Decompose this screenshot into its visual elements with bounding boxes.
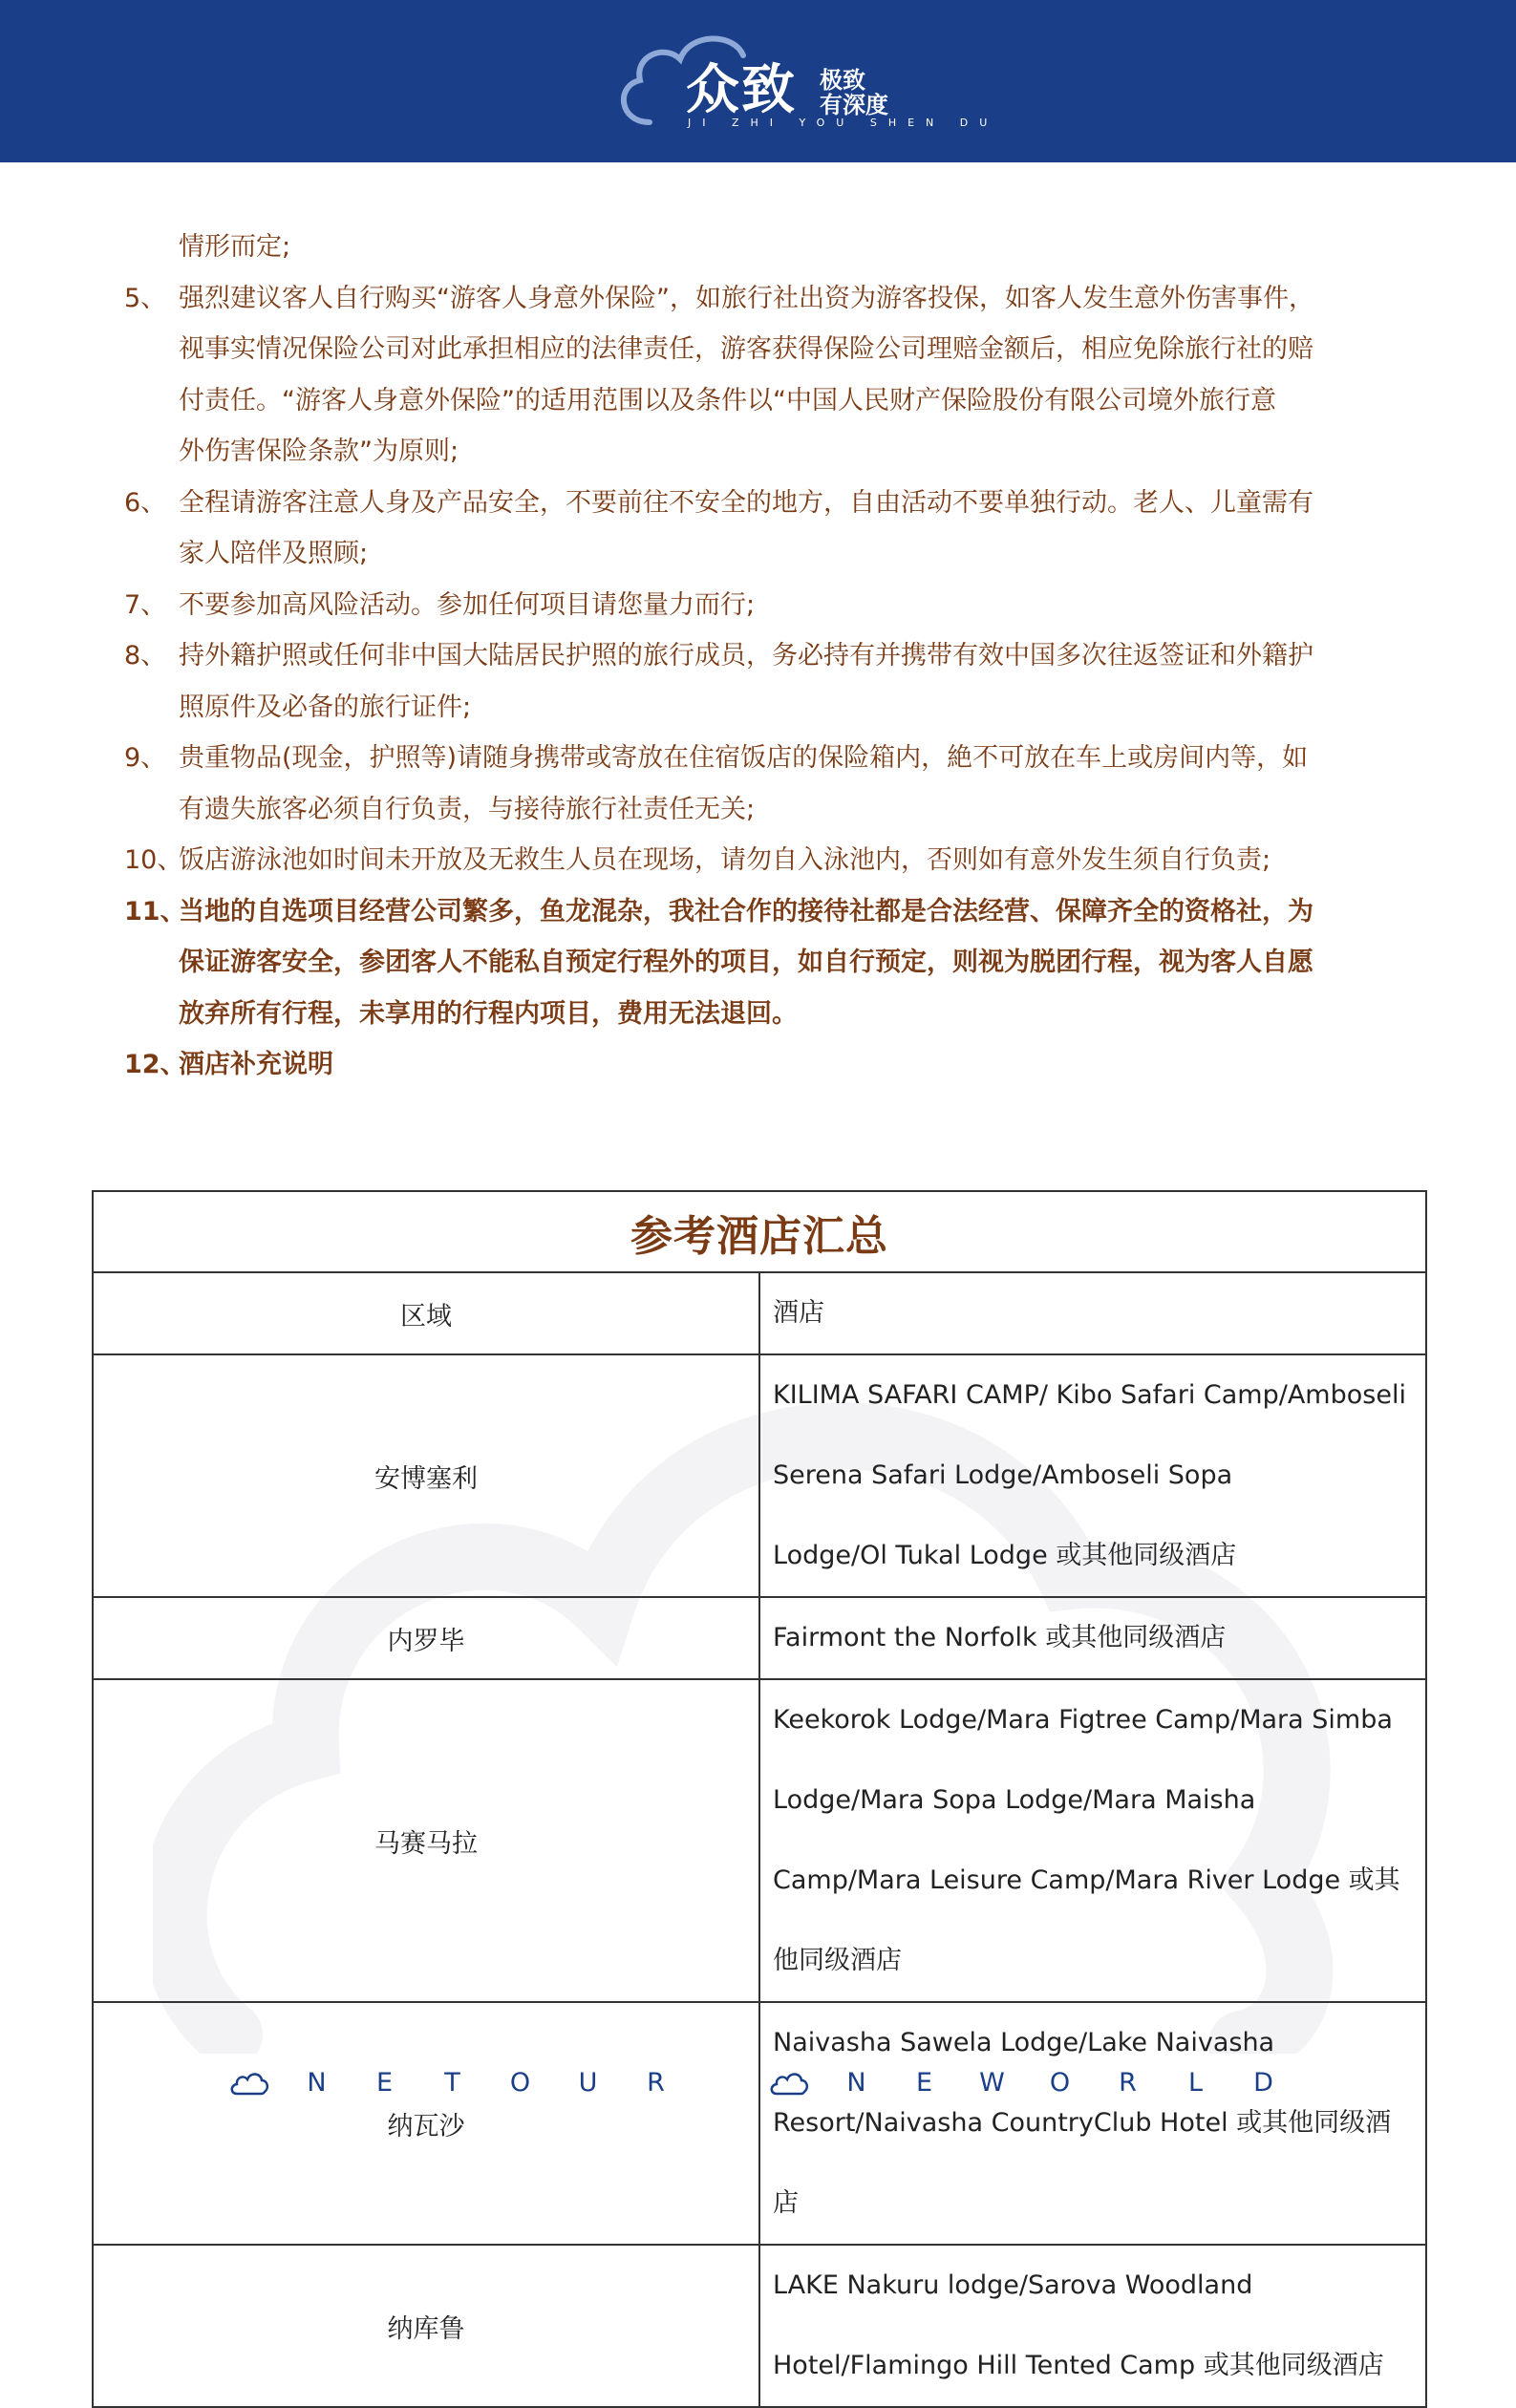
region-cell: 马赛马拉 bbox=[93, 1679, 759, 2002]
region-cell: 安博塞利 bbox=[93, 1354, 759, 1597]
hotel-line: Naivasha Sawela Lodge/Lake Naivasha Resort/Naivasha CountryClub Hotel 或其他同级酒店 bbox=[773, 2028, 1392, 2218]
note-line bbox=[124, 886, 1404, 938]
region-cell: 纳库鲁 bbox=[93, 2245, 759, 2407]
region-cell: 内罗毕 bbox=[93, 1597, 759, 1679]
hotel-summary-table bbox=[92, 1190, 1427, 2408]
brand-slogan-line2: 有深度 bbox=[820, 92, 888, 118]
note-text: 保证游客安全，参团客人不能私自预定行程外的项目，如自行预定，则视为脱团行程，视为客人自愿 bbox=[179, 948, 1313, 977]
note-text: 不要参加高风险活动。参加任何项目请您量力而行; bbox=[179, 589, 756, 620]
hotel-line: LAKE Nakuru lodge/Sarova Woodland Hotel/Flamingo Hill Tented Camp 或其他同级酒店 bbox=[773, 2270, 1384, 2380]
hotel-line: Lodge/Ol Tukal Lodge 或其他同级酒店 bbox=[773, 1541, 1237, 1570]
note-number: 8、 bbox=[124, 641, 167, 671]
footer-letter: N bbox=[307, 2068, 327, 2098]
note-text: 有遗失旅客必须自行负责，与接待旅行社责任无关; bbox=[179, 794, 756, 824]
note-line bbox=[124, 273, 1404, 325]
note-text: 当地的自选项目经营公司繁多，鱼龙混杂，我社合作的接待社都是合法经营、保障齐全的资格社，为 bbox=[179, 896, 1313, 927]
hotel-line: KILIMA SAFARI CAMP/ Kibo Safari Camp/Amboseli Serena Safari Lodge/Amboseli Sopa bbox=[773, 1380, 1406, 1490]
note-number: 5、 bbox=[124, 283, 167, 313]
note-line bbox=[124, 528, 1404, 580]
footer-letter: O bbox=[509, 2068, 531, 2098]
footer-letter: E bbox=[915, 2068, 933, 2098]
footer-letter: W bbox=[979, 2068, 1005, 2098]
region-cell: 纳瓦沙 bbox=[93, 2002, 759, 2245]
note-text: 家人陪伴及照顾; bbox=[179, 539, 369, 568]
note-text: 强烈建议客人自行购买“游客人身意外保险”，如旅行社出资为游客投保，如客人发生意外伤害事件， bbox=[179, 283, 1314, 313]
footer-letter: E bbox=[375, 2068, 394, 2098]
notes-list bbox=[124, 222, 1404, 1091]
note-text: 全程请游客注意人身及产品安全，不要前往不安全的地方，自由活动不要单独行动。老人、儿童需有 bbox=[179, 487, 1313, 518]
brand-logo bbox=[611, 27, 999, 141]
note-text: 视事实情况保险公司对此承担相应的法律责任，游客获得保险公司理赔金额后，相应免除旅行社的赔 bbox=[179, 334, 1313, 364]
note-text: 酒店补充说明 bbox=[179, 1050, 333, 1079]
note-line bbox=[124, 375, 1404, 427]
table-title: 参考酒店汇总 bbox=[93, 1191, 1426, 1272]
note-number: 12、 bbox=[124, 1050, 186, 1079]
brand-slogan-line1: 极致 bbox=[820, 67, 865, 94]
hotel-cell bbox=[759, 2002, 1426, 2245]
note-line bbox=[124, 630, 1404, 682]
hotel-line: Camp/Mara Leisure Camp/Mara River Lodge 或其他同级酒店 bbox=[773, 1865, 1400, 1975]
note-text: 外伤害保险条款”为原则; bbox=[179, 437, 459, 466]
footer-letter: R bbox=[647, 2068, 665, 2098]
note-text: 持外籍护照或任何非中国大陆居民护照的旅行成员，务必持有并携带有效中国多次往返签证和外籍护 bbox=[179, 641, 1313, 671]
footer-letter: R bbox=[1119, 2068, 1137, 2098]
note-line bbox=[124, 478, 1404, 529]
note-number: 10、 bbox=[124, 845, 183, 875]
note-line bbox=[124, 1039, 1404, 1091]
note-line bbox=[124, 682, 1404, 734]
note-line bbox=[124, 733, 1404, 784]
footer-letter: N bbox=[846, 2068, 866, 2098]
footer-neworld bbox=[769, 2068, 1297, 2098]
hotel-line: Keekorok Lodge/Mara Figtree Camp/Mara Simba Lodge/Mara Sopa Lodge/Mara Maisha bbox=[773, 1705, 1393, 1815]
hotel-cell bbox=[759, 1597, 1426, 1679]
cloud-icon bbox=[769, 2069, 809, 2098]
note-line bbox=[124, 989, 1404, 1040]
hotel-cell bbox=[759, 1354, 1426, 1597]
note-text: 照原件及必备的旅行证件; bbox=[179, 692, 472, 722]
cloud-icon bbox=[229, 2069, 269, 2098]
note-number: 6、 bbox=[124, 487, 167, 518]
hotel-cell bbox=[759, 2245, 1426, 2407]
note-line bbox=[124, 426, 1404, 478]
note-number: 7、 bbox=[124, 589, 167, 620]
note-text: 贵重物品(现金，护照等)请随身携带或寄放在住宿饭店的保险箱内，絶不可放在车上或房间内等，如 bbox=[179, 743, 1309, 773]
footer-netour bbox=[229, 2068, 690, 2098]
footer-right-letters bbox=[822, 2068, 1297, 2098]
footer-letter: T bbox=[444, 2068, 460, 2098]
note-line bbox=[124, 222, 1404, 273]
note-line bbox=[124, 324, 1404, 375]
footer-letter: L bbox=[1187, 2068, 1204, 2098]
page-header bbox=[0, 0, 1516, 162]
footer-letter: D bbox=[1253, 2068, 1273, 2098]
note-line bbox=[124, 835, 1404, 886]
footer-letter: U bbox=[578, 2068, 598, 2098]
note-number: 11、 bbox=[124, 896, 186, 927]
note-line bbox=[124, 784, 1404, 836]
brand-name: 众致 bbox=[686, 59, 797, 121]
footer-letter: O bbox=[1049, 2068, 1071, 2098]
note-number: 9、 bbox=[124, 743, 167, 773]
header-region: 区域 bbox=[93, 1272, 759, 1354]
note-text: 饭店游泳池如时间未开放及无救生人员在现场，请勿自入泳池内，否则如有意外发生须自行负责; bbox=[179, 845, 1271, 875]
hotel-line: Fairmont the Norfolk 或其他同级酒店 bbox=[773, 1623, 1227, 1652]
note-text: 付责任。“游客人身意外保险”的适用范围以及条件以“中国人民财产保险股份有限公司境外旅行意 bbox=[179, 385, 1276, 416]
header-hotel: 酒店 bbox=[759, 1272, 1426, 1354]
footer-left-letters bbox=[283, 2068, 690, 2098]
page-footer bbox=[229, 2068, 1337, 2106]
note-line bbox=[124, 937, 1404, 989]
hotel-cell bbox=[759, 1679, 1426, 2002]
brand-pinyin: JI ZHI YOU SHEN DU bbox=[688, 117, 999, 129]
note-text: 放弃所有行程，未享用的行程内项目，费用无法退回。 bbox=[179, 998, 798, 1029]
note-line bbox=[124, 580, 1404, 631]
note-text: 情形而定; bbox=[179, 232, 291, 262]
